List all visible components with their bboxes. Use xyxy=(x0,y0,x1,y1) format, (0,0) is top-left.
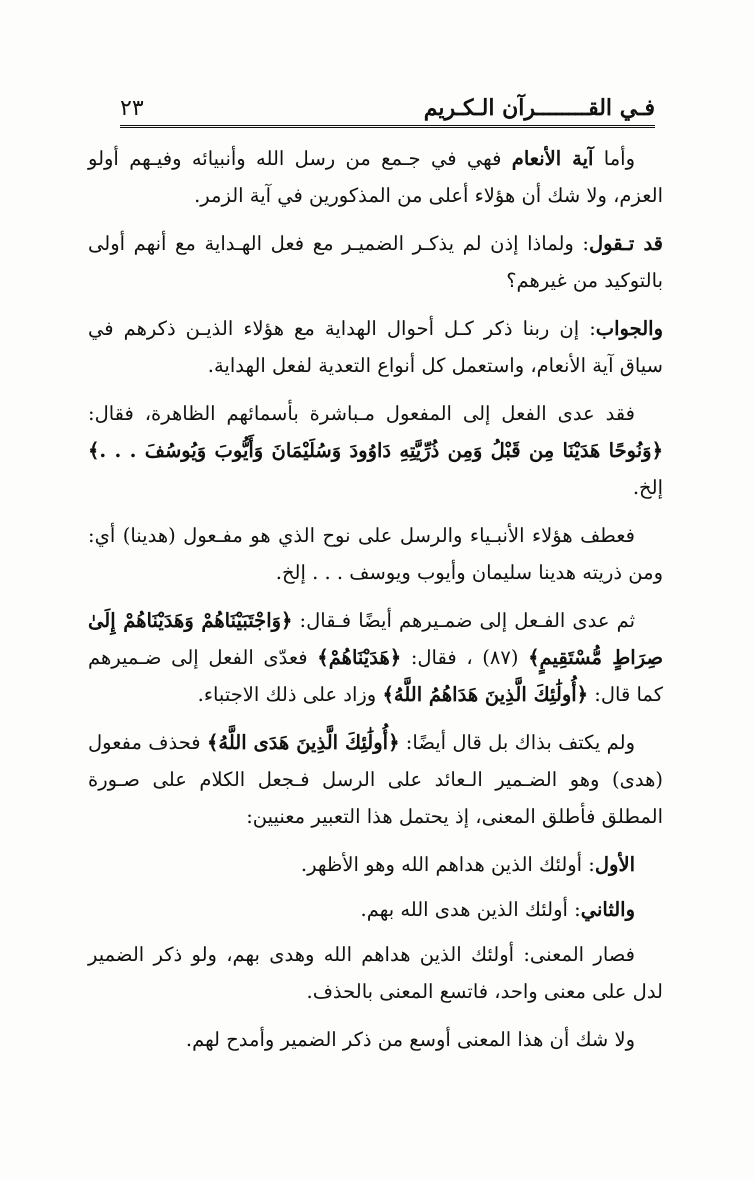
p8-text: فصار المعنى: أولئك الذين هداهم الله وهدى بهم، ولو ذكر الضمير لدل على معنى واحد، فاتسع المعنى بالحذف. xyxy=(88,943,663,1003)
paragraph-3 xyxy=(88,310,663,384)
paragraph-7 xyxy=(88,724,663,835)
paragraph-1 xyxy=(88,140,663,214)
running-title: فـي القــــــــرآن الـكـريم xyxy=(423,95,655,121)
paragraph-4 xyxy=(88,395,663,506)
quran-verse: ﴿أُولَٰئِكَ الَّذِينَ هَدَى اللَّهُ﴾ xyxy=(206,731,400,754)
paragraph-6 xyxy=(88,602,663,713)
page-header xyxy=(120,88,655,128)
item2-bold: والثاني xyxy=(580,898,635,921)
p2-rest: : ولماذا إذن لم يذكـر الضميـر مع فعل الهـداية مع أنهم أولى بالتوكيد من غيرهم؟ xyxy=(88,232,663,292)
p7-lead: ولم يكتف بذاك بل قال أيضًا: xyxy=(399,731,635,754)
item1-rest: : أولئك الذين هداهم الله وهو الأظهر. xyxy=(300,853,595,876)
quran-verse: ﴿هَدَيْنَاهُمْ﴾ xyxy=(317,646,402,669)
p3-rest: : إن ربنا ذكر كـل أحوال الهداية مع هؤلاء الذيـن ذكرهم في سياق آية الأنعام، واستعمل كل أنواع التعدية لفعل الهداية. xyxy=(88,317,663,377)
page-number: ٢٣ xyxy=(120,96,144,121)
p6-mid2: فعدّى الفعل إلى ضـميرهم كما قال: xyxy=(88,646,663,706)
p4-rest: إلخ. xyxy=(632,476,663,499)
paragraph-5 xyxy=(88,517,663,591)
p9-text: ولا شك أن هذا المعنى أوسع من ذكر الضمير وأمدح لهم. xyxy=(185,1028,635,1051)
item1-bold: الأول xyxy=(594,853,635,876)
p1-rest: فهي في جـمع من رسل الله وأنبيائه وفيـهم أولو العزم، ولا شك أن هؤلاء أعلى من المذكورين في آية الزمر. xyxy=(88,147,663,207)
p2-bold: قد تـقول xyxy=(589,232,664,255)
quran-verse: ﴿وَاجْتَبَيْنَاهُمْ وَهَدَيْنَاهُمْ إِلَىٰ صِرَاطٍ مُّسْتَقِيمٍ﴾ xyxy=(88,609,664,669)
p1-lead: وأما xyxy=(593,147,636,170)
p6-lead: ثم عدى الفـعل إلى ضمـيرهم أيضًا فـقال: xyxy=(292,609,636,632)
quran-verse: ﴿وَنُوحًا هَدَيْنَا مِن قَبْلُ وَمِن ذُرِّيَّتِهِ دَاوُودَ وَسُلَيْمَانَ وَأَيُّوبَ وَيُوسُفَ . . .﴾ xyxy=(88,439,663,462)
meaning-item-1 xyxy=(88,846,663,883)
p6-mid1: ، فقال: xyxy=(401,646,473,669)
p6-rest: وزاد على ذلك الاجتباء. xyxy=(197,683,383,706)
paragraph-2 xyxy=(88,225,663,299)
p3-bold: والجواب xyxy=(595,317,663,340)
verse-reference: (٨٧) xyxy=(472,646,529,669)
p7-rest: فحذف مفعول (هدى) وهو الضـمير الـعائد على الرسل فـجعل الكلام على صـورة المطلق فأطلق المعنى، إذ يحتمل هذا التعبير معنيين: xyxy=(88,731,663,828)
p4-lead: فقد عدى الفعل إلى المفعول مـباشرة بأسمائهم الظاهرة، فقال: xyxy=(88,402,635,425)
quran-verse: ﴿أُولَٰئِكَ الَّذِينَ هَدَاهُمُ اللَّهُ﴾ xyxy=(382,683,589,706)
item2-rest: : أولئك الذين هدى الله بهم. xyxy=(360,898,581,921)
p5-text: فعطف هؤلاء الأنبـياء والرسل على نوح الذي هو مفـعول (هدينا) أي: ومن ذريته هدينا سليمان وأيوب ويوسف . . . إلخ. xyxy=(88,524,663,584)
paragraph-9 xyxy=(88,1021,663,1058)
body-text xyxy=(88,140,663,1069)
p1-bold: آية الأنعام xyxy=(511,147,594,170)
paragraph-8 xyxy=(88,936,663,1010)
meaning-item-2 xyxy=(88,891,663,928)
